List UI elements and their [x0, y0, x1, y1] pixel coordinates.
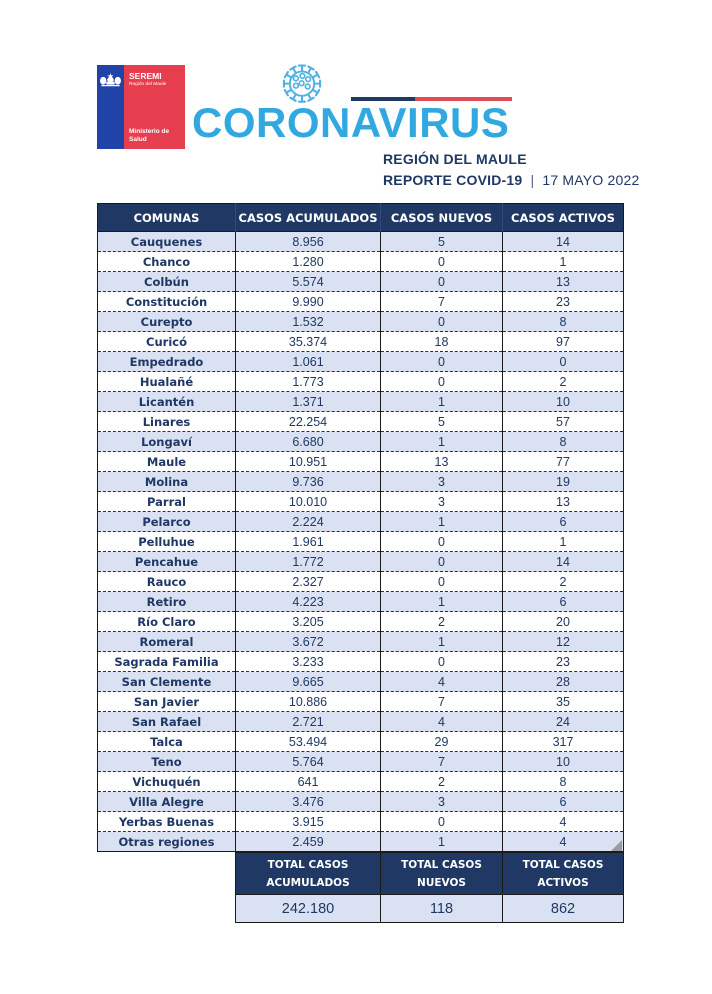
comuna-name-cell: San Rafael: [98, 712, 236, 732]
table-row: [98, 552, 624, 572]
activos-cell: 8: [503, 772, 624, 792]
activos-cell: 28: [503, 672, 624, 692]
nuevos-cell: 7: [381, 292, 503, 312]
acumulados-cell: 3.672: [236, 632, 381, 652]
comuna-name-cell: Curepto: [98, 312, 236, 332]
acumulados-cell: 3.233: [236, 652, 381, 672]
nuevos-cell: 1: [381, 512, 503, 532]
totals-values-row: [236, 895, 624, 923]
comuna-name-cell: Maule: [98, 452, 236, 472]
comuna-name-cell: Talca: [98, 732, 236, 752]
activos-cell: 8: [503, 312, 624, 332]
activos-cell: 23: [503, 292, 624, 312]
activos-cell: 2: [503, 572, 624, 592]
comuna-name-cell: Hualañé: [98, 372, 236, 392]
comuna-name-cell: Curicó: [98, 332, 236, 352]
acumulados-cell: 10.886: [236, 692, 381, 712]
column-header-nuevos: CASOS NUEVOS: [381, 204, 503, 232]
nuevos-cell: 3: [381, 792, 503, 812]
comuna-name-cell: Romeral: [98, 632, 236, 652]
totals-table: [235, 852, 624, 923]
acumulados-cell: 1.961: [236, 532, 381, 552]
activos-cell: 6: [503, 792, 624, 812]
acumulados-cell: 4.223: [236, 592, 381, 612]
activos-cell: 10: [503, 392, 624, 412]
activos-cell: 35: [503, 692, 624, 712]
comuna-name-cell: Otras regiones: [98, 832, 236, 852]
table-row: [98, 452, 624, 472]
table-row: [98, 632, 624, 652]
nuevos-cell: 1: [381, 392, 503, 412]
activos-cell: 1: [503, 252, 624, 272]
nuevos-cell: 2: [381, 772, 503, 792]
activos-cell: 12: [503, 632, 624, 652]
table-row: [98, 772, 624, 792]
table-row: [98, 792, 624, 812]
nuevos-cell: 0: [381, 532, 503, 552]
nuevos-cell: 29: [381, 732, 503, 752]
table-row: [98, 812, 624, 832]
table-row: [98, 232, 624, 252]
comuna-name-cell: Colbún: [98, 272, 236, 292]
comuna-name-cell: Parral: [98, 492, 236, 512]
totals-header-row: [236, 853, 624, 895]
comunas-table: [97, 203, 624, 852]
activos-cell: 8: [503, 432, 624, 452]
nuevos-cell: 1: [381, 432, 503, 452]
nuevos-cell: 0: [381, 272, 503, 292]
activos-cell: 19: [503, 472, 624, 492]
total-acumulados-value: 242.180: [236, 895, 381, 923]
logo-region-text: Región del Maule: [129, 82, 167, 87]
acumulados-cell: 9.990: [236, 292, 381, 312]
comuna-name-cell: San Clemente: [98, 672, 236, 692]
activos-cell: 13: [503, 492, 624, 512]
table-row: [98, 392, 624, 412]
nuevos-cell: 0: [381, 812, 503, 832]
acumulados-cell: 9.736: [236, 472, 381, 492]
table-row: [98, 412, 624, 432]
activos-cell: 13: [503, 272, 624, 292]
column-header-acumulados: CASOS ACUMULADOS: [236, 204, 381, 232]
comuna-name-cell: Teno: [98, 752, 236, 772]
comuna-name-cell: Chanco: [98, 252, 236, 272]
comuna-name-cell: Constitución: [98, 292, 236, 312]
logo-red-panel: [124, 65, 185, 149]
table-row: [98, 432, 624, 452]
activos-cell: 14: [503, 552, 624, 572]
acumulados-cell: 5.574: [236, 272, 381, 292]
acumulados-cell: 2.327: [236, 572, 381, 592]
comuna-name-cell: Empedrado: [98, 352, 236, 372]
nuevos-cell: 0: [381, 312, 503, 332]
table-header-row: [98, 204, 624, 232]
activos-cell: 2: [503, 372, 624, 392]
table-row: [98, 372, 624, 392]
comuna-name-cell: Longaví: [98, 432, 236, 452]
acumulados-cell: 10.010: [236, 492, 381, 512]
logo-ministry-text: Ministerio de Salud: [129, 128, 170, 143]
report-separator: |: [530, 172, 535, 188]
nuevos-cell: 18: [381, 332, 503, 352]
column-header-comunas: COMUNAS: [98, 204, 236, 232]
nuevos-cell: 3: [381, 492, 503, 512]
activos-cell: 4: [503, 812, 624, 832]
activos-cell: 20: [503, 612, 624, 632]
acumulados-cell: 2.459: [236, 832, 381, 852]
table-row: [98, 712, 624, 732]
page-title: CORONAVIRUS: [192, 99, 510, 146]
acumulados-cell: 10.951: [236, 452, 381, 472]
report-subtitle: [383, 172, 639, 188]
nuevos-cell: 0: [381, 252, 503, 272]
comuna-name-cell: Pelluhue: [98, 532, 236, 552]
table-row: [98, 652, 624, 672]
activos-cell: 24: [503, 712, 624, 732]
nuevos-cell: 2: [381, 612, 503, 632]
acumulados-cell: 22.254: [236, 412, 381, 432]
comuna-name-cell: Pelarco: [98, 512, 236, 532]
logo-seremi-text: SEREMI: [129, 71, 162, 81]
activos-cell: 14: [503, 232, 624, 252]
tables-container: [97, 203, 624, 923]
nuevos-cell: 0: [381, 552, 503, 572]
table-row: [98, 512, 624, 532]
nuevos-cell: 7: [381, 692, 503, 712]
table-row: [98, 312, 624, 332]
nuevos-cell: 1: [381, 592, 503, 612]
acumulados-cell: 1.280: [236, 252, 381, 272]
nuevos-cell: 5: [381, 412, 503, 432]
table-row: [98, 752, 624, 772]
nuevos-cell: 0: [381, 652, 503, 672]
comuna-name-cell: Retiro: [98, 592, 236, 612]
table-row: [98, 352, 624, 372]
region-title: REGIÓN DEL MAULE: [383, 151, 527, 167]
nuevos-cell: 0: [381, 572, 503, 592]
report-date: 17 MAYO 2022: [542, 172, 640, 188]
acumulados-cell: 1.773: [236, 372, 381, 392]
acumulados-cell: 5.764: [236, 752, 381, 772]
table-row: [98, 672, 624, 692]
activos-cell: 10: [503, 752, 624, 772]
nuevos-cell: 13: [381, 452, 503, 472]
activos-cell: 57: [503, 412, 624, 432]
seremi-logo: [97, 65, 185, 149]
table-row: [98, 572, 624, 592]
activos-cell: 4: [503, 832, 624, 852]
comuna-name-cell: Vichuquén: [98, 772, 236, 792]
acumulados-cell: 3.476: [236, 792, 381, 812]
comuna-name-cell: Linares: [98, 412, 236, 432]
total-activos-header: TOTAL CASOS ACTIVOS: [503, 853, 624, 895]
comuna-name-cell: Río Claro: [98, 612, 236, 632]
activos-cell: 317: [503, 732, 624, 752]
acumulados-cell: 35.374: [236, 332, 381, 352]
activos-cell: 23: [503, 652, 624, 672]
comuna-name-cell: Molina: [98, 472, 236, 492]
nuevos-cell: 0: [381, 372, 503, 392]
nuevos-cell: 1: [381, 832, 503, 852]
nuevos-cell: 1: [381, 632, 503, 652]
logo-blue-bar: [97, 65, 124, 149]
activos-cell: 0: [503, 352, 624, 372]
activos-cell: 1: [503, 532, 624, 552]
nuevos-cell: 5: [381, 232, 503, 252]
table-row: [98, 492, 624, 512]
acumulados-cell: 2.224: [236, 512, 381, 532]
total-acumulados-header: TOTAL CASOS ACUMULADOS: [236, 853, 381, 895]
acumulados-cell: 53.494: [236, 732, 381, 752]
comuna-name-cell: Sagrada Familia: [98, 652, 236, 672]
table-row: [98, 832, 624, 852]
total-activos-value: 862: [503, 895, 624, 923]
table-row: [98, 272, 624, 292]
comuna-name-cell: Yerbas Buenas: [98, 812, 236, 832]
table-row: [98, 692, 624, 712]
activos-cell: 77: [503, 452, 624, 472]
table-row: [98, 252, 624, 272]
activos-cell: 6: [503, 512, 624, 532]
table-row: [98, 612, 624, 632]
total-nuevos-header: TOTAL CASOS NUEVOS: [381, 853, 503, 895]
nuevos-cell: 3: [381, 472, 503, 492]
acumulados-cell: 1.772: [236, 552, 381, 572]
table-row: [98, 592, 624, 612]
acumulados-cell: 2.721: [236, 712, 381, 732]
acumulados-cell: 1.061: [236, 352, 381, 372]
table-row: [98, 532, 624, 552]
activos-cell: 97: [503, 332, 624, 352]
nuevos-cell: 0: [381, 352, 503, 372]
comuna-name-cell: Villa Alegre: [98, 792, 236, 812]
column-header-activos: CASOS ACTIVOS: [503, 204, 624, 232]
comuna-name-cell: Cauquenes: [98, 232, 236, 252]
nuevos-cell: 4: [381, 712, 503, 732]
nuevos-cell: 4: [381, 672, 503, 692]
total-nuevos-value: 118: [381, 895, 503, 923]
acumulados-cell: 8.956: [236, 232, 381, 252]
activos-cell: 6: [503, 592, 624, 612]
comuna-name-cell: San Javier: [98, 692, 236, 712]
acumulados-cell: 3.915: [236, 812, 381, 832]
corner-fold-decoration: [611, 840, 622, 851]
comuna-name-cell: Pencahue: [98, 552, 236, 572]
acumulados-cell: 641: [236, 772, 381, 792]
acumulados-cell: 3.205: [236, 612, 381, 632]
report-label: REPORTE COVID-19: [383, 172, 523, 188]
acumulados-cell: 1.371: [236, 392, 381, 412]
comuna-name-cell: Rauco: [98, 572, 236, 592]
comunas-table-body: [98, 232, 624, 852]
nuevos-cell: 7: [381, 752, 503, 772]
table-row: [98, 332, 624, 352]
table-row: [98, 292, 624, 312]
comuna-name-cell: Licantén: [98, 392, 236, 412]
table-row: [98, 472, 624, 492]
table-row: [98, 732, 624, 752]
acumulados-cell: 1.532: [236, 312, 381, 332]
acumulados-cell: 9.665: [236, 672, 381, 692]
acumulados-cell: 6.680: [236, 432, 381, 452]
